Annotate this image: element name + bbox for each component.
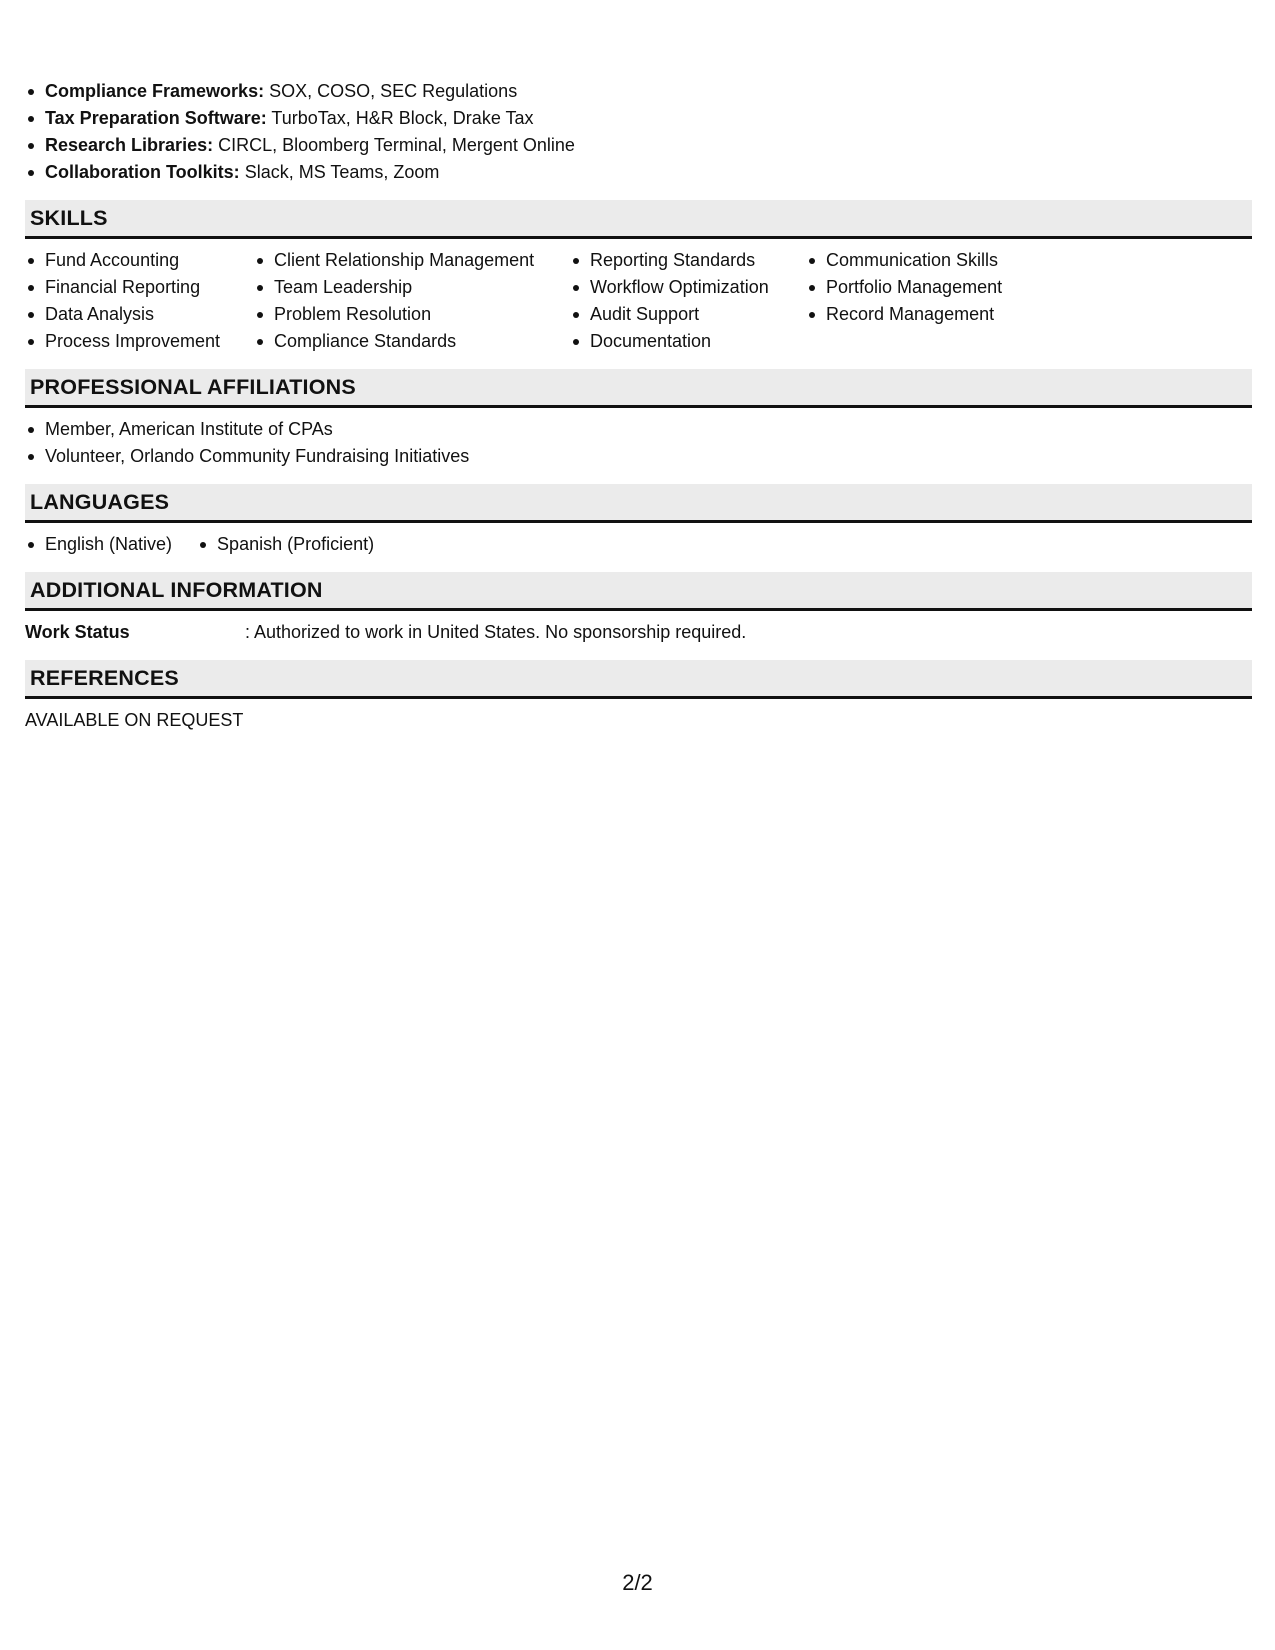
skill-item: Audit Support: [570, 301, 806, 328]
affiliations-list: [25, 416, 1252, 470]
additional-info-section-header: [25, 572, 1252, 611]
references-section-header: [25, 660, 1252, 699]
tool-label: Research Libraries:: [45, 135, 214, 155]
skills-column: [806, 247, 1066, 355]
section-title: PROFESSIONAL AFFILIATIONS: [30, 374, 356, 399]
work-status-label: Work Status: [25, 622, 130, 642]
work-status-value: : Authorized to work in United States. No sponsorship required.: [245, 622, 747, 642]
section-title: ADDITIONAL INFORMATION: [30, 577, 323, 602]
affiliation-item: Volunteer, Orlando Community Fundraising Initiatives: [25, 443, 1252, 470]
languages-body: [25, 523, 1252, 558]
tool-value: TurboTax, H&R Block, Drake Tax: [271, 108, 534, 128]
skill-item: Fund Accounting: [25, 247, 254, 274]
tool-value: Slack, MS Teams, Zoom: [244, 162, 440, 182]
page-number: 2/2: [622, 1570, 653, 1595]
skill-item: Communication Skills: [806, 247, 1066, 274]
skill-item: Problem Resolution: [254, 301, 570, 328]
skill-item: Workflow Optimization: [570, 274, 806, 301]
skill-item: Financial Reporting: [25, 274, 254, 301]
affiliations-section-header: [25, 369, 1252, 408]
tool-label: Collaboration Toolkits:: [45, 162, 240, 182]
skill-item: Reporting Standards: [570, 247, 806, 274]
work-status-row: [25, 611, 1252, 646]
tool-item: [25, 159, 1252, 186]
tool-item: [25, 105, 1252, 132]
tools-list: [25, 78, 1252, 186]
skills-column: [254, 247, 570, 355]
tool-item: [25, 78, 1252, 105]
skills-column: [25, 247, 254, 355]
skill-item: Record Management: [806, 301, 1066, 328]
language-item: English (Native): [25, 531, 172, 558]
skill-item: Client Relationship Management: [254, 247, 570, 274]
skills-section-header: [25, 200, 1252, 239]
skills-column: [570, 247, 806, 355]
skill-item: Data Analysis: [25, 301, 254, 328]
language-item: Spanish (Proficient): [197, 531, 374, 558]
skill-item: Team Leadership: [254, 274, 570, 301]
skill-item: Portfolio Management: [806, 274, 1066, 301]
tool-value: CIRCL, Bloomberg Terminal, Mergent Online: [218, 135, 575, 155]
section-title: SKILLS: [30, 205, 108, 230]
references-text: AVAILABLE ON REQUEST: [25, 710, 244, 730]
section-title: LANGUAGES: [30, 489, 170, 514]
skills-grid: [25, 239, 1252, 355]
resume-page: [25, 78, 1252, 734]
skill-item: Compliance Standards: [254, 328, 570, 355]
tool-value: SOX, COSO, SEC Regulations: [269, 81, 518, 101]
languages-list: [25, 531, 1252, 558]
skill-item: Process Improvement: [25, 328, 254, 355]
languages-section-header: [25, 484, 1252, 523]
tool-item: [25, 132, 1252, 159]
affiliations-body: [25, 408, 1252, 470]
tool-label: Compliance Frameworks:: [45, 81, 265, 101]
tool-label: Tax Preparation Software:: [45, 108, 267, 128]
skill-item: Documentation: [570, 328, 806, 355]
section-title: REFERENCES: [30, 665, 179, 690]
affiliation-item: Member, American Institute of CPAs: [25, 416, 1252, 443]
